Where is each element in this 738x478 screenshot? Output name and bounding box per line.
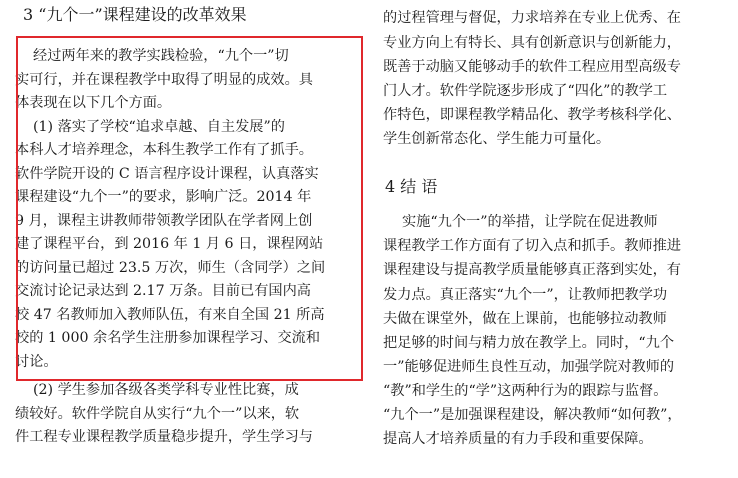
paragraph-line: 9 月，课程主讲教师带领教学团队在学者网上创 bbox=[15, 213, 313, 229]
paragraph-line: 校 47 名教师加入教师队伍，有来自全国 21 所高 bbox=[15, 307, 325, 323]
paragraph-line: 实施“九个一”的举措，让学院在促进教师 bbox=[402, 214, 658, 230]
paragraph-line: 本科人才培养理念，本科生教学工作有了抓手。 bbox=[15, 142, 313, 158]
paragraph-line: 一”能够促进师生良性互动，加强学院对教师的 bbox=[383, 359, 675, 375]
paragraph-line: 把足够的时间与精力放在教学上。同时，“九个 bbox=[383, 335, 675, 351]
paragraph-line: 发力点。真正落实“九个一”，让教师把教学功 bbox=[383, 287, 668, 303]
paragraph-line: 作特色，即课程教学精品化、教学考核科学化、 bbox=[383, 107, 681, 123]
paragraph-line: 校的 1 000 余名学生注册参加课程学习、交流和 bbox=[15, 330, 321, 346]
paragraph-line: 课程教学工作方面有了切入点和抓手。教师推进 bbox=[383, 238, 681, 254]
paragraph-line: 经过两年来的教学实践检验，“九个一”切 bbox=[33, 48, 289, 64]
paragraph-line: 提高人才培养质量的有力手段和重要保障。 bbox=[383, 431, 653, 447]
paragraph-line: 件工程专业课程教学质量稳步提升，学生学习与 bbox=[15, 429, 313, 445]
paragraph-line: “教”和学生的“学”这两种行为的跟踪与监督。 bbox=[383, 383, 668, 399]
paragraph-line: 交流讨论记录达到 2.17 万条。目前已有国内高 bbox=[15, 283, 311, 299]
paragraph-line: 课程建设“九个一”的要求，影响广泛。2014 年 bbox=[15, 189, 312, 205]
paragraph-line: (1) 落实了学校“追求卓越、自主发展”的 bbox=[33, 119, 285, 135]
paragraph-line: 的访问量已超过 23.5 万次，师生（含同学）之间 bbox=[15, 260, 326, 276]
paragraph-line: 夫做在课堂外，做在上课前，也能够拉动教师 bbox=[383, 311, 667, 327]
paragraph-line: 学生创新常态化、学生能力可量化。 bbox=[383, 131, 611, 147]
paragraph-line: (2) 学生参加各级各类学科专业性比赛，成 bbox=[33, 382, 299, 398]
paragraph-line: 体表现在以下几个方面。 bbox=[15, 95, 172, 111]
paragraph-line: 既善于动脑又能够动手的软件工程应用型高级专 bbox=[383, 59, 681, 75]
paragraph-line: 实可行，并在课程教学中取得了明显的成效。具 bbox=[15, 72, 313, 88]
highlight-annotation-box bbox=[16, 36, 363, 381]
paragraph-line: 讨论。 bbox=[15, 354, 58, 370]
section-heading-3: 3 “九个一”课程建设的改革效果 bbox=[23, 5, 247, 24]
section-heading-4: 4 结 语 bbox=[385, 177, 438, 196]
paragraph-line: 专业方向上有特长、具有创新意识与创新能力， bbox=[383, 35, 681, 51]
paragraph-line: 课程建设与提高教学质量能够真正落到实处，有 bbox=[383, 262, 681, 278]
paragraph-line: 绩较好。软件学院自从实行“九个一”以来，软 bbox=[15, 406, 300, 422]
paragraph-line: 建了课程平台，到 2016 年 1 月 6 日，课程网站 bbox=[15, 236, 324, 252]
paragraph-line: “九个一”是加强课程建设，解决教师“如何教”， bbox=[383, 407, 682, 423]
paragraph-line: 门人才。软件学院逐步形成了“四化”的教学工 bbox=[383, 83, 668, 99]
paragraph-line: 软件学院开设的 C 语言程序设计课程，认真落实 bbox=[15, 166, 319, 182]
paragraph-line: 的过程管理与督促，力求培养在专业上优秀、在 bbox=[383, 10, 681, 26]
